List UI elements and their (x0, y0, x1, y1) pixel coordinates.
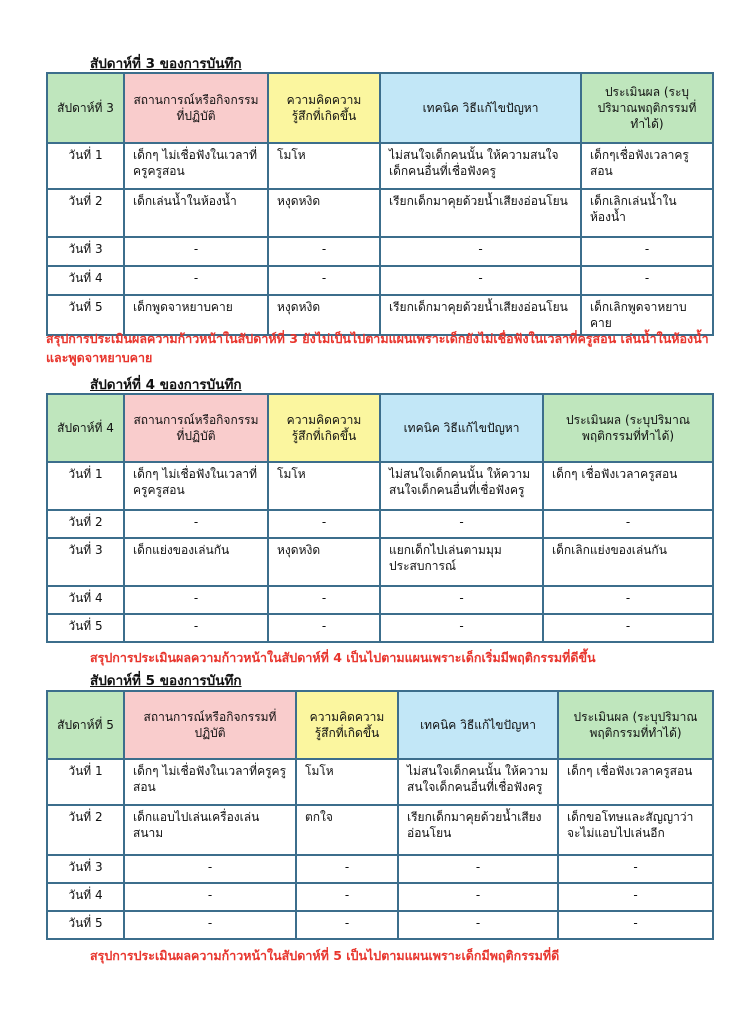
evaluation-cell: - (558, 911, 713, 939)
situation-cell: - (124, 586, 268, 614)
table-row (47, 237, 713, 266)
day-cell: วันที่ 1 (47, 759, 124, 805)
situation-cell: - (124, 614, 268, 642)
table-row (47, 805, 713, 855)
week-4-title: สัปดาห์ที่ 4 ของการบันทึก (90, 377, 242, 393)
technique-cell: - (398, 883, 558, 911)
day-cell: วันที่ 4 (47, 883, 124, 911)
technique-cell: - (398, 911, 558, 939)
table-row (47, 538, 713, 586)
day-cell: วันที่ 4 (47, 586, 124, 614)
day-cell: วันที่ 5 (47, 295, 124, 335)
table-row (47, 855, 713, 883)
situation-cell: เด็กแอบไปเล่นเครื่องเล่นสนาม (124, 805, 296, 855)
day-cell: วันที่ 1 (47, 143, 124, 189)
table-row (47, 911, 713, 939)
feeling-header: ความคิดความรู้สึกที่เกิดขึ้น (268, 73, 380, 143)
table-header-row (47, 691, 713, 759)
table-header-row (47, 394, 713, 462)
table-row (47, 759, 713, 805)
feeling-header: ความคิดความรู้สึกที่เกิดขึ้น (268, 394, 380, 462)
technique-cell: เรียกเด็กมาคุยด้วยน้ำเสียงอ่อนโยน (380, 189, 581, 237)
technique-cell: - (398, 855, 558, 883)
technique-header: เทคนิค วิธีแก้ไขปัญหา (398, 691, 558, 759)
evaluation-cell: เด็กขอโทษและสัญญาว่าจะไม่แอบไปเล่นอีก (558, 805, 713, 855)
day-cell: วันที่ 5 (47, 911, 124, 939)
situation-header: สถานการณ์หรือกิจกรรมที่ปฏิบัติ (124, 73, 268, 143)
table-header-row (47, 73, 713, 143)
day-cell: วันที่ 5 (47, 614, 124, 642)
situation-cell: เด็กๆ ไม่เชื่อฟังในเวลาที่ครูครูสอน (124, 759, 296, 805)
technique-header: เทคนิค วิธีแก้ไขปัญหา (380, 73, 581, 143)
day-cell: วันที่ 2 (47, 510, 124, 538)
feeling-cell: - (268, 510, 380, 538)
week-5-summary: สรุปการประเมินผลความก้าวหน้าในสัปดาห์ที่ 5 เป็นไปตามแผนเพราะเด็กมีพฤติกรรมที่ดี (90, 948, 560, 963)
week-3-title: สัปดาห์ที่ 3 ของการบันทึก (90, 56, 242, 72)
day-cell: วันที่ 3 (47, 855, 124, 883)
table-row (47, 266, 713, 295)
evaluation-cell: - (558, 855, 713, 883)
table-row (47, 143, 713, 189)
table-row (47, 462, 713, 510)
situation-cell: - (124, 237, 268, 266)
week-header: สัปดาห์ที่ 3 (47, 73, 124, 143)
week-3-table (46, 72, 714, 336)
table-row (47, 883, 713, 911)
feeling-cell: - (268, 266, 380, 295)
technique-cell: ไม่สนใจเด็กคนนั้น ให้ความสนใจเด็กคนอื่นที่เชื่อฟังครู (398, 759, 558, 805)
feeling-cell: - (296, 911, 398, 939)
feeling-cell: - (268, 614, 380, 642)
evaluation-cell: - (543, 586, 713, 614)
feeling-cell: - (296, 883, 398, 911)
evaluation-cell: เด็กเลิกพูดจาหยาบคาย (581, 295, 713, 335)
evaluation-header: ประเมินผล (ระบุปริมาณพฤติกรรมที่ทำได้) (581, 73, 713, 143)
day-cell: วันที่ 3 (47, 237, 124, 266)
situation-cell: - (124, 883, 296, 911)
week-5-table (46, 690, 714, 940)
technique-cell: เรียกเด็กมาคุยด้วยน้ำเสียงอ่อนโยน (398, 805, 558, 855)
table-row (47, 614, 713, 642)
technique-cell: เรียกเด็กมาคุยด้วยน้ำเสียงอ่อนโยน (380, 295, 581, 335)
situation-cell: เด็กๆ ไม่เชื่อฟังในเวลาที่ครูครูสอน (124, 462, 268, 510)
feeling-cell: ตกใจ (296, 805, 398, 855)
situation-cell: เด็กแย่งของเล่นกัน (124, 538, 268, 586)
feeling-cell: - (268, 586, 380, 614)
feeling-cell: โมโห (268, 143, 380, 189)
technique-cell: - (380, 510, 543, 538)
feeling-cell: - (296, 855, 398, 883)
situation-cell: เด็กพูดจาหยาบคาย (124, 295, 268, 335)
day-cell: วันที่ 3 (47, 538, 124, 586)
day-cell: วันที่ 2 (47, 805, 124, 855)
situation-cell: เด็กๆ ไม่เชื่อฟังในเวลาที่ครูครูสอน (124, 143, 268, 189)
evaluation-header: ประเมินผล (ระบุปริมาณพฤติกรรมที่ทำได้) (543, 394, 713, 462)
technique-cell: ไม่สนใจเด็กคนนั้น ให้ความสนใจเด็กคนอื่นที่เชื่อฟังครู (380, 462, 543, 510)
evaluation-cell: - (543, 614, 713, 642)
week-header: สัปดาห์ที่ 4 (47, 394, 124, 462)
evaluation-header: ประเมินผล (ระบุปริมาณพฤติกรรมที่ทำได้) (558, 691, 713, 759)
week-3-summary: สรุปการประเมินผลความก้าวหน้าในสัปดาห์ที่ 3 ยังไม่เป็นไปตามแผนเพราะเด็กยังไม่เชื่อฟังในเวลาที่ครูสอน เล่นน้ำในห้องน้ำ และพูดจาหยาบคาย (46, 331, 709, 365)
evaluation-cell: เด็กๆเชื่อฟังเวลาครูสอน (581, 143, 713, 189)
situation-cell: - (124, 855, 296, 883)
technique-header: เทคนิค วิธีแก้ไขปัญหา (380, 394, 543, 462)
technique-cell: - (380, 237, 581, 266)
day-cell: วันที่ 2 (47, 189, 124, 237)
technique-cell: - (380, 614, 543, 642)
week-header: สัปดาห์ที่ 5 (47, 691, 124, 759)
evaluation-cell: เด็กๆ เชื่อฟังเวลาครูสอน (543, 462, 713, 510)
evaluation-cell: - (581, 237, 713, 266)
situation-cell: เด็กเล่นน้ำในห้องน้ำ (124, 189, 268, 237)
feeling-cell: - (268, 237, 380, 266)
day-cell: วันที่ 1 (47, 462, 124, 510)
day-cell: วันที่ 4 (47, 266, 124, 295)
situation-cell: - (124, 510, 268, 538)
situation-cell: - (124, 911, 296, 939)
technique-cell: ไม่สนใจเด็กคนนั้น ให้ความสนใจเด็กคนอื่นที่เชื่อฟังครู (380, 143, 581, 189)
evaluation-cell: - (558, 883, 713, 911)
table-row (47, 189, 713, 237)
week-5-title: สัปดาห์ที่ 5 ของการบันทึก (90, 673, 242, 689)
week-4-table (46, 393, 714, 643)
situation-cell: - (124, 266, 268, 295)
feeling-cell: หงุดหงิด (268, 538, 380, 586)
technique-cell: แยกเด็กไปเล่นตามมุมประสบการณ์ (380, 538, 543, 586)
situation-header: สถานการณ์หรือกิจกรรมที่ปฏิบัติ (124, 691, 296, 759)
technique-cell: - (380, 266, 581, 295)
situation-header: สถานการณ์หรือกิจกรรมที่ปฏิบัติ (124, 394, 268, 462)
feeling-cell: หงุดหงิด (268, 189, 380, 237)
week-4-summary: สรุปการประเมินผลความก้าวหน้าในสัปดาห์ที่ 4 เป็นไปตามแผนเพราะเด็กเริ่มมีพฤติกรรมที่ดีขึ้น (90, 650, 596, 665)
feeling-header: ความคิดความรู้สึกที่เกิดขึ้น (296, 691, 398, 759)
evaluation-cell: เด็กเลิกเล่นน้ำในห้องน้ำ (581, 189, 713, 237)
evaluation-cell: - (581, 266, 713, 295)
table-row (47, 510, 713, 538)
evaluation-cell: เด็กเลิกแย่งของเล่นกัน (543, 538, 713, 586)
evaluation-cell: - (543, 510, 713, 538)
table-row (47, 586, 713, 614)
evaluation-cell: เด็กๆ เชื่อฟังเวลาครูสอน (558, 759, 713, 805)
feeling-cell: โมโห (296, 759, 398, 805)
technique-cell: - (380, 586, 543, 614)
feeling-cell: หงุดหงิด (268, 295, 380, 335)
feeling-cell: โมโห (268, 462, 380, 510)
